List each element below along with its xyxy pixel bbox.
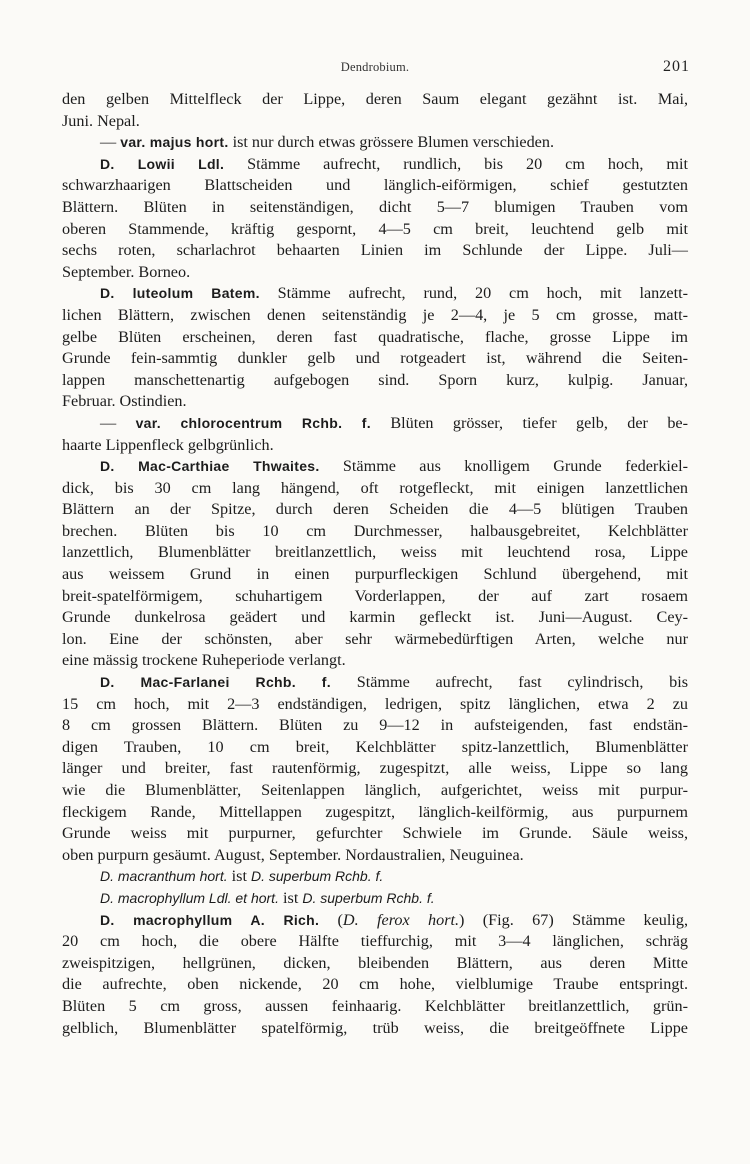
- text-line: [62, 175, 688, 197]
- synonym-name: D. macrophyllum Ldl. et hort.: [100, 889, 279, 906]
- body-text: [62, 89, 688, 1039]
- text-line: [62, 542, 688, 564]
- species-name: D. Mac-Farlanei Rchb. f.: [100, 674, 331, 691]
- line-text: ist nur durch etwas grössere Blumen verschieden.: [228, 133, 554, 152]
- text-line: [62, 499, 688, 521]
- text-line: [62, 564, 688, 586]
- text-line: [62, 866, 688, 888]
- text-line: [62, 197, 688, 219]
- book-page: [62, 60, 688, 1039]
- line-text: ist: [227, 867, 251, 886]
- line-text: lichen Blättern, zwischen denen seitenständig je 2—4, je 5 cm grosse, matt-: [62, 305, 688, 324]
- synonym-name: D. superbum Rchb. f.: [251, 868, 384, 885]
- line-text: lon. Eine der schönsten, aber sehr wärmebedürftigen Arten, welche nur: [62, 629, 688, 648]
- text-line: [62, 521, 688, 543]
- line-text: ) (Fig. 67) Stämme keulig,: [459, 910, 688, 929]
- line-text: eine mässig trockene Ruheperiode verlangt.: [62, 651, 346, 670]
- species-name: D. macrophyllum A. Rich.: [100, 911, 320, 928]
- line-text: 20 cm hoch, die obere Hälfte tieffurchig, mit 3—4 länglichen, schräg: [62, 932, 688, 951]
- text-line: [62, 154, 688, 176]
- line-text: Stämme aufrecht, rund, 20 cm hoch, mit lanzett-: [259, 284, 688, 303]
- line-text: haarte Lippenfleck gelbgrünlich.: [62, 435, 274, 454]
- line-text: gelblich, Blumenblätter spatelförmig, trüb weiss, die breitgeöffnete Lippe: [62, 1018, 688, 1037]
- text-line: [62, 607, 688, 629]
- line-text: September. Borneo.: [62, 262, 191, 281]
- line-text: dick, bis 30 cm lang hängend, oft rotgefleckt, mit einigen lanzettlichen: [62, 478, 688, 497]
- line-text: wie die Blumenblätter, Seitenlappen länglich, aufgerichtet, weiss mit purpur-: [62, 781, 688, 799]
- line-text: Blüten grösser, tiefer gelb, der be-: [370, 413, 688, 432]
- text-line: [62, 715, 688, 737]
- line-text: Blättern an der Spitze, durch deren Scheiden die 4—5 blütigen Trauben: [62, 500, 688, 519]
- synonym-name: D. superbum Rchb. f.: [302, 889, 435, 906]
- line-text: sechs roten, scharlachrot behaarten Linien im Schlunde der Lippe. Juli—: [62, 241, 688, 260]
- text-line: [62, 348, 688, 370]
- line-text: schwarzhaarigen Blattscheiden und länglich-eiförmigen, schief gestutzten: [62, 176, 688, 195]
- line-text: aus weissem Grund in einen purpurfleckigen Schlund übergehend, mit: [62, 565, 688, 584]
- synonym-name: D. macranthum hort.: [100, 868, 228, 885]
- text-line: [62, 435, 688, 457]
- text-line: [62, 89, 688, 111]
- text-line: [62, 478, 688, 500]
- text-line: [62, 845, 688, 867]
- text-line: [62, 910, 688, 932]
- text-line: [62, 953, 688, 975]
- line-text: —: [100, 413, 136, 432]
- line-text: Stämme aufrecht, rundlich, bis 20 cm hoch, mit: [224, 154, 688, 173]
- text-line: [62, 650, 688, 672]
- page-number: 201: [663, 58, 690, 75]
- line-text: Februar. Ostindien.: [62, 392, 187, 411]
- text-line: [62, 132, 688, 154]
- text-line: [62, 262, 688, 284]
- line-text: brechen. Blüten bis 10 cm Durchmesser, halbausgebreitet, Kelchblätter: [62, 521, 688, 540]
- text-line: [62, 780, 688, 802]
- text-line: [62, 694, 688, 716]
- line-text: fleckigem Rande, Mittellappen zugespitzt, länglich-keilförmig, aus purpurnem: [62, 802, 688, 821]
- line-text: Grunde weiss mit purpurner, gefurchter Schwiele im Grunde. Säule weiss,: [62, 824, 688, 843]
- text-line: [62, 456, 688, 478]
- line-text: oben purpurn gesäumt. August, September. Nordaustralien, Neuguinea.: [62, 845, 524, 864]
- species-name: D. luteolum Batem.: [100, 285, 260, 302]
- text-line: [62, 629, 688, 651]
- line-text: Grunde fein-sammtig dunkler gelb und rotgeadert ist, während die Seiten-: [62, 349, 688, 368]
- line-text: ist: [278, 888, 303, 907]
- text-line: [62, 802, 688, 824]
- text-line: [62, 931, 688, 953]
- line-text: Juni. Nepal.: [62, 111, 140, 130]
- text-line: [62, 586, 688, 608]
- line-text: Stämme aus knolligem Grunde federkiel-: [319, 457, 688, 476]
- line-text: digen Trauben, 10 cm breit, Kelchblätter spitz-lanzettlich, Blumenblätter: [62, 737, 688, 756]
- line-text: zweispitzigen, hellgrünen, dicken, bleibenden Blättern, aus deren Mitte: [62, 953, 688, 972]
- line-text: gelbe Blüten erscheinen, deren fast quadratische, flache, grosse Lippe im: [62, 327, 688, 346]
- line-text: lappen manschettenartig aufgebogen sind. Sporn kurz, kulpig. Januar,: [62, 370, 688, 389]
- italic-text: D. ferox hort.: [342, 910, 460, 929]
- line-text: länger und breiter, fast rautenförmig, zugespitzt, alle weiss, Lippe so lang: [62, 759, 688, 778]
- line-text: den gelben Mittelfleck der Lippe, deren Saum elegant gezähnt ist. Mai,: [62, 90, 688, 108]
- text-line: [62, 672, 688, 694]
- text-line: [62, 974, 688, 996]
- text-line: [62, 283, 688, 305]
- page-header: [62, 60, 688, 84]
- text-line: [62, 391, 688, 413]
- line-text: 8 cm grossen Blättern. Blüten zu 9—12 in aufsteigenden, fast endstän-: [62, 716, 688, 735]
- text-line: [62, 1018, 688, 1040]
- line-text: (: [319, 910, 343, 929]
- text-line: [62, 758, 688, 780]
- text-line: [62, 888, 688, 910]
- text-line: [62, 996, 688, 1018]
- text-line: [62, 413, 688, 435]
- line-text: —: [100, 133, 121, 152]
- line-text: die aufrechte, oben nickende, 20 cm hohe, vielblumige Traube entspringt.: [62, 975, 688, 994]
- species-name: var. majus hort.: [120, 134, 229, 151]
- line-text: Stämme aufrecht, fast cylindrisch, bis: [330, 673, 688, 692]
- text-line: [62, 305, 688, 327]
- running-head: Dendrobium.: [340, 60, 410, 74]
- text-line: [62, 111, 688, 133]
- line-text: breit-spatelförmigem, schuhartigem Vorderlappen, der auf zart rosaem: [62, 586, 688, 605]
- species-name: D. Lowii Ldl.: [100, 155, 225, 172]
- text-line: [62, 370, 688, 392]
- line-text: oberen Stammende, kräftig gespornt, 4—5 cm breit, leuchtend gelb mit: [62, 219, 688, 238]
- line-text: Blüten 5 cm gross, aussen feinhaarig. Kelchblätter breitlanzettlich, grün-: [62, 996, 688, 1015]
- line-text: 15 cm hoch, mit 2—3 endständigen, ledrigen, spitz länglichen, etwa 2 zu: [62, 694, 688, 713]
- text-line: [62, 823, 688, 845]
- text-line: [62, 219, 688, 241]
- line-text: Blättern. Blüten in seitenständigen, dicht 5—7 blumigen Trauben vom: [62, 197, 688, 216]
- species-name: var. chlorocentrum Rchb. f.: [135, 414, 371, 431]
- species-name: D. Mac-Carthiae Thwaites.: [100, 458, 320, 475]
- text-line: [62, 240, 688, 262]
- line-text: lanzettlich, Blumenblätter breitlanzettlich, weiss mit leuchtend rosa, Lippe: [62, 543, 688, 562]
- text-line: [62, 327, 688, 349]
- line-text: Grunde dunkelrosa geädert und karmin gefleckt ist. Juni—August. Cey-: [62, 608, 688, 627]
- text-line: [62, 737, 688, 759]
